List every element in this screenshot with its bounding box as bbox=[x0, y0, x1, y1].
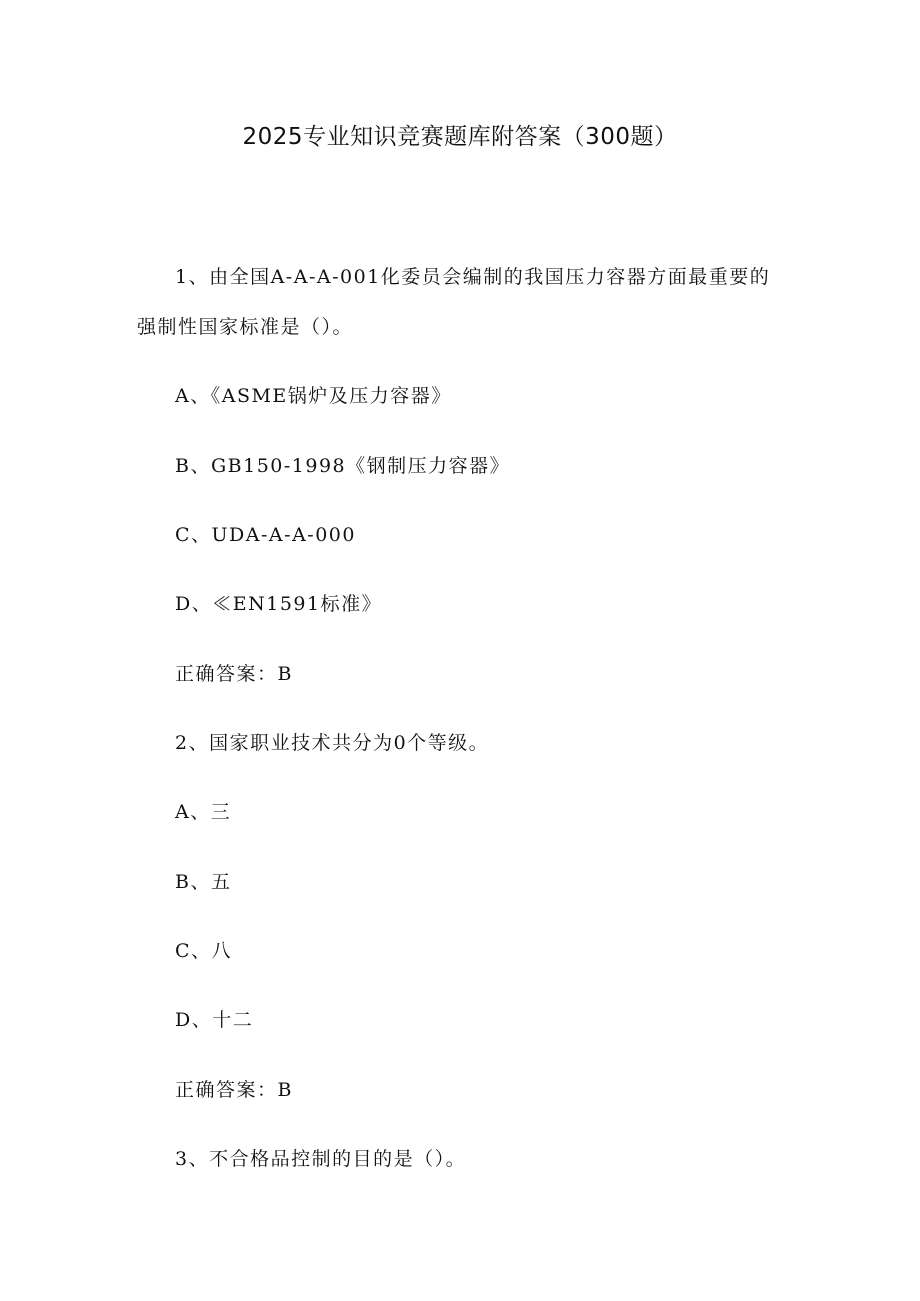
question-2-answer: 正确答案：B bbox=[175, 1079, 293, 1101]
question-1-option-a: A、《ASME锅炉及压力容器》 bbox=[175, 385, 452, 407]
document-title: 2025专业知识竞赛题库附答案（300题） bbox=[242, 124, 678, 150]
question-1-option-b: B、GB150-1998《钢制压力容器》 bbox=[175, 455, 511, 477]
question-1-answer: 正确答案：B bbox=[175, 663, 293, 685]
question-1-stem-line-2: 强制性国家标准是（）。 bbox=[137, 316, 354, 338]
question-1-option-d: D、≪EN1591标准》 bbox=[175, 593, 383, 615]
question-2-stem: 2、国家职业技术共分为0个等级。 bbox=[175, 732, 490, 754]
question-2-option-d: D、十二 bbox=[175, 1009, 254, 1031]
question-2-option-c: C、八 bbox=[175, 940, 233, 962]
question-1-stem-line-1: 1、由全国A-A-A-001化委员会编制的我国压力容器方面最重要的 bbox=[175, 266, 771, 288]
question-2-option-b: B、五 bbox=[175, 871, 232, 893]
question-3-stem: 3、不合格品控制的目的是（）。 bbox=[175, 1148, 467, 1170]
question-2-option-a: A、三 bbox=[175, 801, 232, 823]
question-1-option-c: C、UDA-A-A-000 bbox=[175, 524, 356, 546]
